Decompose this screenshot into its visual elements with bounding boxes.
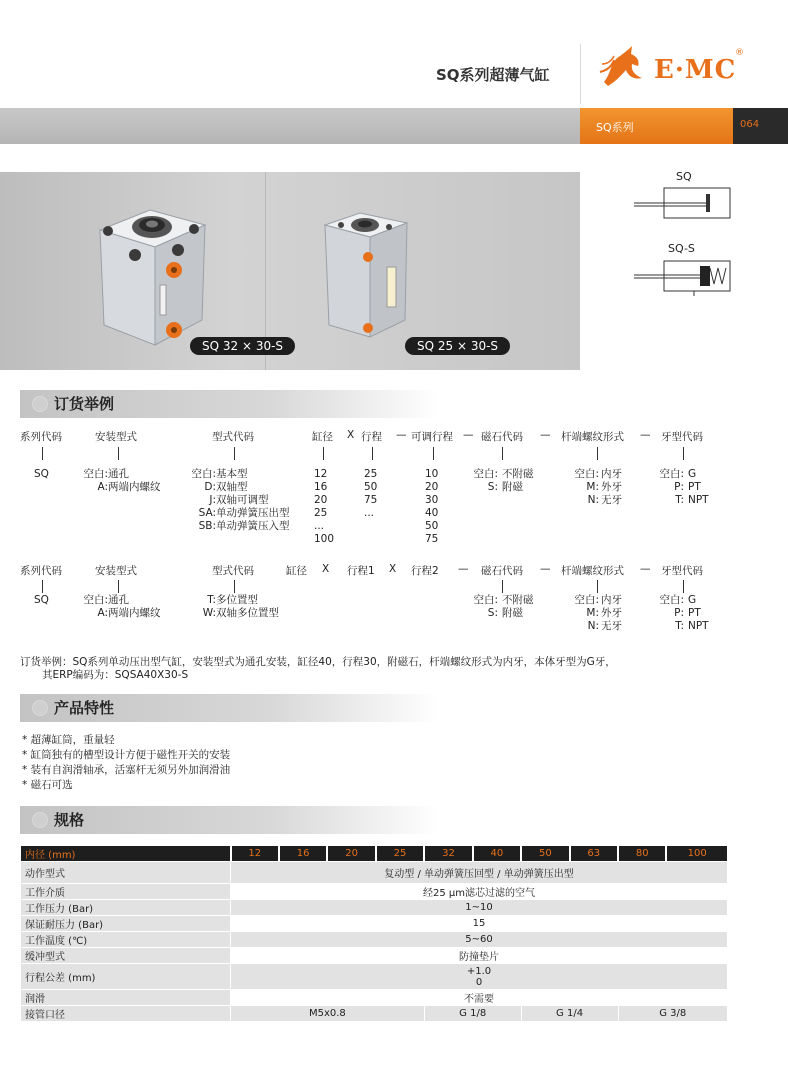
- schematic-sq-icon: [634, 186, 734, 222]
- bore-cell: 50: [521, 846, 569, 862]
- hdr-x: X: [322, 563, 330, 575]
- bore-cell: 100: [666, 846, 727, 862]
- spec-value: 1~10: [231, 900, 728, 916]
- spec-value: 复动型 / 单动弹簧压回型 / 单动弹簧压出型: [231, 862, 728, 884]
- type-values: 基本型 双轴型 双轴可调型 单动弹簧压出型 单动弹簧压入型: [216, 468, 290, 532]
- mount-keys: 空白: A:: [83, 594, 108, 619]
- spec-label: 缓冲型式: [21, 948, 231, 964]
- thread-keys: 空白: P: T:: [659, 594, 684, 632]
- hdr-series-code: 系列代码: [20, 565, 62, 577]
- spec-value: 经25 μm滤芯过滤的空气: [231, 884, 728, 900]
- hdr-mount-type: 安装型式: [95, 431, 137, 443]
- magnet-keys: 空白: S:: [473, 468, 498, 493]
- stroke-values: 25 50 75 ...: [364, 468, 378, 519]
- spec-row: [21, 862, 728, 884]
- connector-line: [502, 447, 503, 460]
- section-header-ordering: [20, 390, 440, 418]
- series-tab-label: SQ系列: [596, 121, 634, 134]
- spec-value: [231, 964, 728, 990]
- bore-cell: 25: [376, 846, 424, 862]
- schematic-label-sqs: SQ-S: [668, 242, 695, 255]
- hdr-thread-code: 牙型代码: [661, 431, 703, 443]
- hdr-rod-thread: 杆端螺纹形式: [561, 431, 624, 443]
- spec-label: 工作介质: [21, 884, 231, 900]
- hdr-dash: —: [540, 429, 551, 441]
- brand-logo-text: E·MC: [654, 55, 737, 85]
- connector-line: [118, 580, 119, 593]
- connector-line: [683, 580, 684, 593]
- hdr-x: X: [389, 563, 397, 575]
- bore-cell: 40: [473, 846, 521, 862]
- connector-line: [597, 447, 598, 460]
- connector-line: [42, 447, 43, 460]
- magnet-values: 不附磁 附磁: [502, 468, 534, 493]
- schematic-label-sq: SQ: [676, 170, 692, 183]
- spec-header-row: [21, 846, 728, 862]
- spec-value: 5~60: [231, 932, 728, 948]
- feature-item: * 装有自润滑轴承，活塞杆无须另外加润滑油: [22, 764, 231, 776]
- series-value: SQ: [34, 468, 49, 480]
- hdr-magnet-code: 磁石代码: [481, 431, 523, 443]
- spec-value: 15: [231, 916, 728, 932]
- thread-values: G PT NPT: [688, 468, 709, 506]
- connector-line: [323, 447, 324, 460]
- order-example-line2: 其ERP编码为：SQSA40X30-S: [42, 669, 189, 681]
- connector-line: [683, 447, 684, 460]
- spec-label: 工作温度 (℃): [21, 932, 231, 948]
- hdr-bore: 缸径: [286, 565, 307, 577]
- feature-item: * 磁石可选: [22, 779, 73, 791]
- section-header-features: [20, 694, 440, 722]
- type-keys: T: W:: [202, 594, 216, 619]
- bore-values: 12 16 20 25 ... 100: [314, 468, 335, 545]
- schematic-sqs-icon: [634, 258, 734, 298]
- hdr-stroke1: 行程1: [347, 565, 375, 577]
- rod-values: 内牙 外牙 无牙: [601, 468, 622, 506]
- feature-item: * 超薄缸筒，重量轻: [22, 734, 115, 746]
- section-title: 产品特性: [54, 699, 115, 717]
- mount-values: 通孔 两端内螺纹: [108, 594, 161, 619]
- hdr-rod-thread: 杆端螺纹形式: [561, 565, 624, 577]
- section-title: 规格: [54, 811, 85, 829]
- hdr-dash: —: [540, 563, 551, 575]
- hdr-type-code: 型式代码: [212, 431, 254, 443]
- hdr-dash: —: [640, 429, 651, 441]
- mount-keys: 空白: A:: [83, 468, 108, 493]
- hdr-adj-stroke: 可调行程: [411, 431, 453, 443]
- connector-line: [234, 580, 235, 593]
- port-size: M5x0.8: [231, 1006, 425, 1022]
- section-bullet-icon: [32, 700, 48, 716]
- hdr-dash: —: [463, 429, 474, 441]
- spec-table: [20, 845, 728, 1022]
- hdr-mount-type: 安装型式: [95, 565, 137, 577]
- spec-label: 动作型式: [21, 862, 231, 884]
- thread-values: G PT NPT: [688, 594, 709, 632]
- hdr-stroke: 行程: [361, 431, 382, 443]
- bore-cell: 16: [279, 846, 327, 862]
- hdr-type-code: 型式代码: [212, 565, 254, 577]
- page-number: 064: [740, 119, 760, 130]
- rod-values: 内牙 外牙 无牙: [601, 594, 622, 632]
- emc-horse-logo-icon: [598, 42, 648, 92]
- connector-line: [42, 580, 43, 593]
- spec-row: [21, 948, 728, 964]
- connector-line: [597, 580, 598, 593]
- bore-cell: 80: [618, 846, 666, 862]
- bore-cell: 32: [424, 846, 472, 862]
- connector-line: [118, 447, 119, 460]
- spec-row: [21, 884, 728, 900]
- hdr-thread-code: 牙型代码: [661, 565, 703, 577]
- feature-list: [22, 733, 230, 793]
- hdr-bore: 缸径: [312, 431, 333, 443]
- adj-values: 10 20 30 40 50 75: [425, 468, 439, 545]
- connector-line: [433, 447, 434, 460]
- mount-values: 通孔 两端内螺纹: [108, 468, 161, 493]
- spec-header-label: 内径 (mm): [21, 846, 231, 862]
- spec-label: 工作压力 (Bar): [21, 900, 231, 916]
- section-header-spec: [20, 806, 440, 834]
- spec-label: 保证耐压力 (Bar): [21, 916, 231, 932]
- connector-line: [502, 580, 503, 593]
- spec-value: 防撞垫片: [231, 948, 728, 964]
- port-size: G 1/8: [424, 1006, 521, 1022]
- hdr-dash: —: [458, 563, 469, 575]
- order-example-line1: 订货举例：SQ系列单动压出型气缸，安装型式为通孔安装，缸径40，行程30，附磁石，杆端螺纹形式为内牙，本体牙型为G牙，: [20, 656, 616, 668]
- magnet-keys: 空白: S:: [473, 594, 498, 619]
- spec-row: [21, 990, 728, 1006]
- spec-row: [21, 900, 728, 916]
- bore-cell: 63: [570, 846, 618, 862]
- page-title: SQ系列超薄气缸: [436, 66, 550, 84]
- connector-line: [372, 447, 373, 460]
- section-bullet-icon: [32, 812, 48, 828]
- hdr-dash: —: [640, 563, 651, 575]
- hdr-series-code: 系列代码: [20, 431, 62, 443]
- tolerance-lower: 0: [475, 976, 483, 988]
- bore-cell: 20: [327, 846, 375, 862]
- cylinder-sq25-image: [315, 205, 415, 345]
- type-keys: 空白: D: J: SA: SB:: [191, 468, 216, 532]
- port-size: G 1/4: [521, 1006, 618, 1022]
- bore-cell: 12: [231, 846, 279, 862]
- tolerance-upper: +1.0: [466, 965, 492, 977]
- hdr-magnet-code: 磁石代码: [481, 565, 523, 577]
- rod-keys: 空白: M: N:: [574, 594, 599, 632]
- spec-label: 接管口径: [21, 1006, 231, 1022]
- section-title: 订货举例: [54, 395, 115, 413]
- spec-label: 行程公差 (mm): [21, 964, 231, 990]
- photo-caption-right: SQ 25 × 30-S: [405, 337, 510, 355]
- photo-caption-left: SQ 32 × 30-S: [190, 337, 295, 355]
- spec-label: 润滑: [21, 990, 231, 1006]
- series-value: SQ: [34, 594, 49, 606]
- section-bullet-icon: [32, 396, 48, 412]
- rod-keys: 空白: M: N:: [574, 468, 599, 506]
- hdr-x: X: [347, 429, 355, 441]
- feature-item: * 缸筒独有的槽型设计方便于磁性开关的安装: [22, 749, 231, 761]
- magnet-values: 不附磁 附磁: [502, 594, 534, 619]
- thread-keys: 空白: P: T:: [659, 468, 684, 506]
- hdr-dash: —: [396, 429, 407, 441]
- cylinder-sq32-image: [90, 195, 220, 355]
- spec-value: 不需要: [231, 990, 728, 1006]
- registered-mark: ®: [735, 48, 744, 58]
- spec-row: [21, 916, 728, 932]
- header-divider: [580, 44, 581, 104]
- connector-line: [234, 447, 235, 460]
- port-size: G 3/8: [618, 1006, 728, 1022]
- spec-row: [21, 1006, 728, 1022]
- type-values: 多位置型 双轴多位置型: [216, 594, 279, 619]
- spec-row: [21, 964, 728, 990]
- spec-row: [21, 932, 728, 948]
- hdr-stroke2: 行程2: [411, 565, 439, 577]
